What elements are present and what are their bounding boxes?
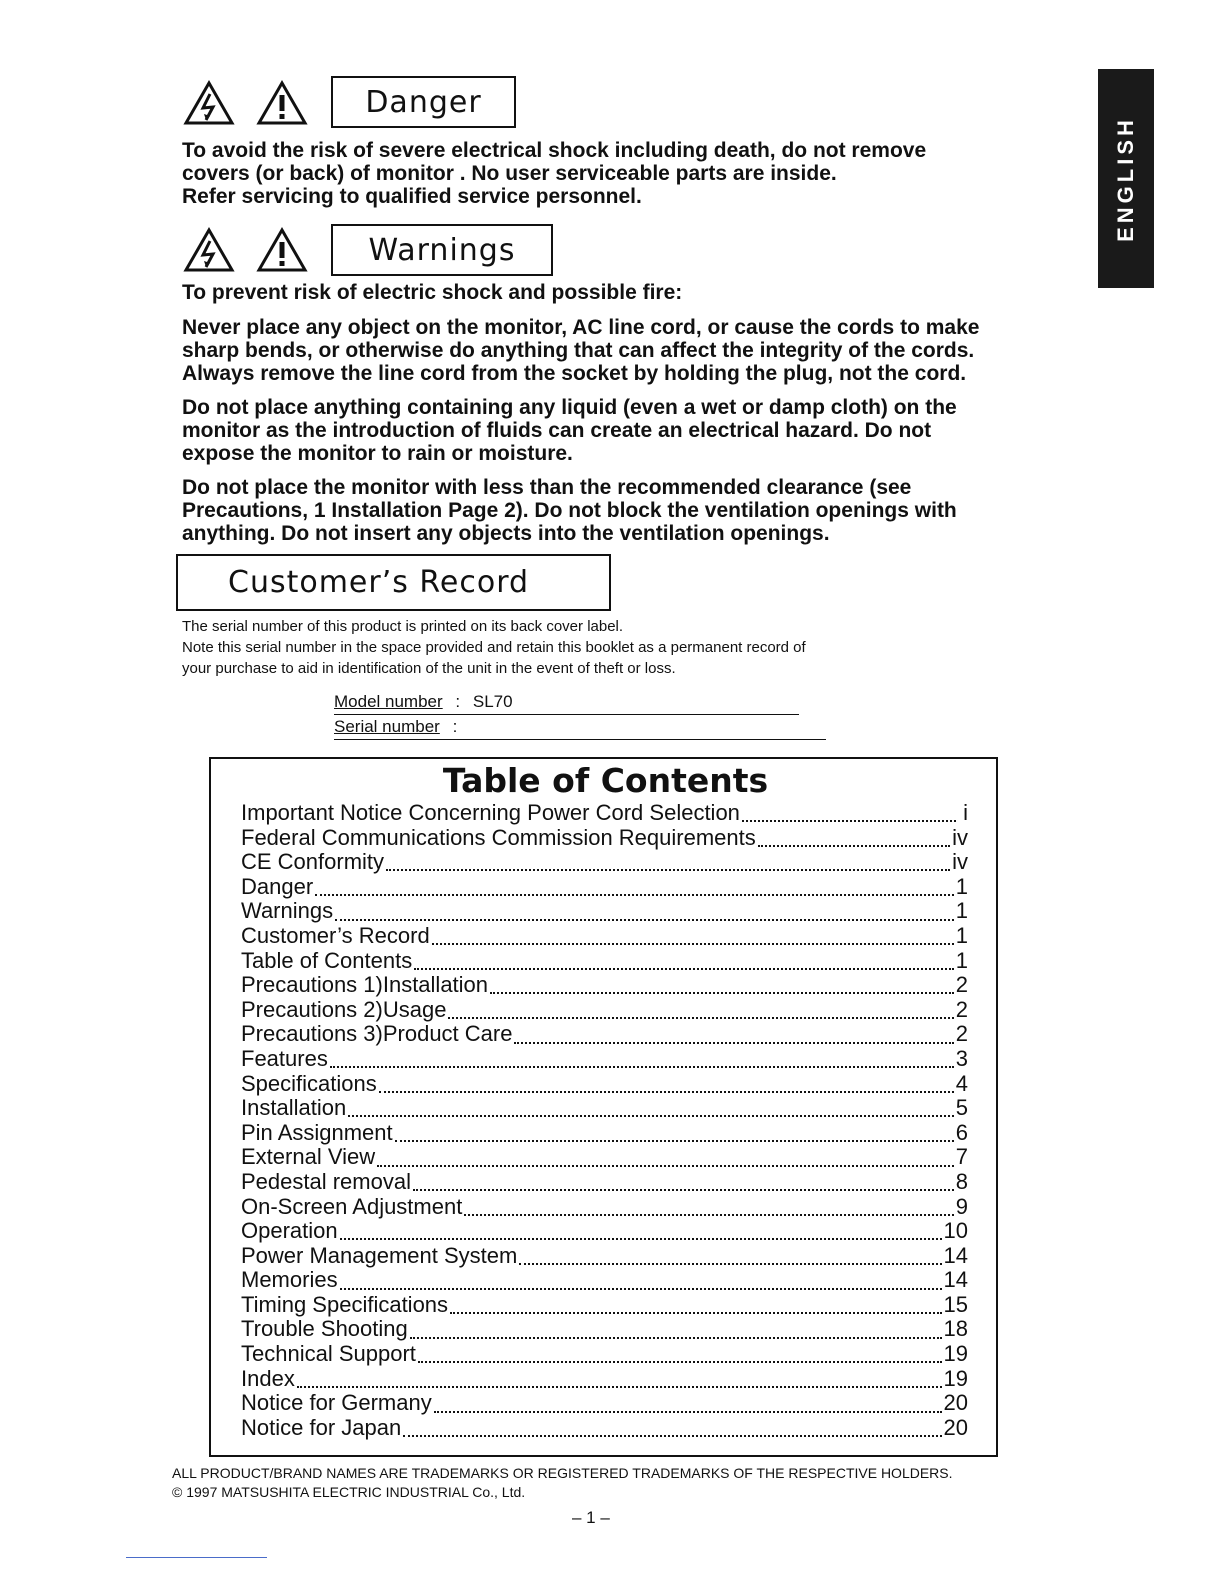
model-number-separator: : (455, 692, 461, 711)
danger-text (182, 139, 1062, 208)
warning-line: monitor as the introduction of fluids can create an electrical hazard. Do not (182, 419, 932, 442)
toc-entry-page: 2 (955, 1021, 968, 1047)
toc-entry[interactable] (241, 1170, 968, 1195)
toc-entry-page: 14 (943, 1242, 968, 1268)
toc-entry-label: External View (241, 1144, 376, 1170)
toc-entry-page: 1 (955, 873, 968, 899)
toc-leader-dots (434, 1411, 942, 1413)
warning-paragraph (182, 316, 1062, 385)
toc-entry-label: Specifications (241, 1070, 377, 1096)
toc-leader-dots (758, 845, 950, 847)
toc-entry-label: On-Screen Adjustment (241, 1193, 463, 1219)
toc-entry-page: 7 (955, 1144, 968, 1170)
toc-entry-page: 3 (955, 1045, 968, 1071)
toc-entry-label: Timing Specifications (241, 1291, 449, 1317)
serial-number-field[interactable] (334, 717, 826, 740)
toc-entry[interactable] (241, 899, 968, 924)
toc-leader-dots (315, 894, 954, 896)
toc-entry-label: Technical Support (241, 1341, 416, 1367)
toc-entry-page: 10 (943, 1218, 968, 1244)
toc-leader-dots (340, 1238, 942, 1240)
toc-entry-page: 4 (955, 1070, 968, 1096)
toc-entry-label: Notice for Germany (241, 1390, 432, 1416)
toc-entry-page: 19 (943, 1365, 968, 1391)
warning-line: expose the monitor to rain or moisture. (182, 442, 573, 465)
toc-entry[interactable] (241, 1391, 968, 1416)
toc-entry-label: Important Notice Concerning Power Cord Selection (241, 800, 740, 825)
toc-entry-page: 2 (955, 972, 968, 998)
toc-entry-page: 8 (955, 1168, 968, 1194)
warning-line: Precautions, 1 Installation Page 2). Do not block the ventilation openings with (182, 499, 957, 522)
serial-number-label: Serial number (334, 717, 440, 736)
table-of-contents (209, 757, 998, 1457)
toc-entry-label: Memories (241, 1267, 338, 1293)
toc-entry-label: Features (241, 1045, 328, 1071)
toc-entry-label: Danger (241, 873, 314, 899)
caution-exclamation-icon (256, 227, 308, 273)
toc-entry-page: 2 (955, 996, 968, 1022)
toc-leader-dots (410, 1337, 942, 1339)
toc-entry[interactable] (241, 1293, 968, 1318)
toc-leader-dots (464, 1214, 953, 1216)
language-tab-label: ENGLISH (1113, 115, 1139, 242)
record-line: your purchase to aid in identification of the unit in the event of theft or loss. (182, 660, 676, 677)
toc-entry[interactable] (241, 1219, 968, 1244)
toc-entry-page: iv (952, 849, 968, 875)
toc-entry-page: 14 (943, 1267, 968, 1293)
toc-entry[interactable] (241, 1096, 968, 1121)
toc-entry-label: Pedestal removal (241, 1168, 411, 1194)
warnings-intro: To prevent risk of electric shock and possible fire: (182, 281, 683, 304)
warnings-title: Warnings (331, 224, 553, 276)
warning-line: Do not place anything containing any liquid (even a wet or damp cloth) on the (182, 396, 957, 419)
toc-entry[interactable] (241, 1022, 968, 1047)
toc-entry-page: iv (952, 824, 968, 850)
toc-entry[interactable] (241, 801, 968, 826)
toc-leader-dots (432, 943, 954, 945)
caution-exclamation-icon (256, 80, 308, 126)
toc-title: Table of Contents (442, 761, 769, 800)
warning-line: Never place any object on the monitor, AC line cord, or cause the cords to make (182, 316, 980, 339)
toc-entry[interactable] (241, 1416, 968, 1441)
toc-entry[interactable] (241, 949, 968, 974)
danger-line: To avoid the risk of severe electrical shock including death, do not remove (182, 139, 927, 162)
warning-line: sharp bends, or otherwise do anything that can affect the integrity of the cords. (182, 339, 975, 362)
toc-entry-label: Trouble Shooting (241, 1316, 408, 1342)
toc-entry[interactable] (241, 1342, 968, 1367)
toc-entry[interactable] (241, 1367, 968, 1392)
electric-shock-warning-icon (183, 227, 235, 273)
toc-leader-dots (340, 1288, 942, 1290)
toc-leader-dots (450, 1312, 941, 1314)
footnote-rule (126, 1557, 267, 1558)
toc-entry[interactable] (241, 1195, 968, 1220)
toc-entry-label: Federal Communications Commission Requirements (241, 824, 756, 850)
toc-leader-dots (395, 1140, 954, 1142)
toc-entry-label: Power Management System (241, 1242, 518, 1268)
toc-entry[interactable] (241, 1244, 968, 1269)
language-tab (1098, 69, 1154, 288)
toc-entry-label: Precautions 2)Usage (241, 996, 447, 1022)
toc-entry-label: Precautions 1)Installation (241, 972, 489, 998)
warning-paragraph (182, 396, 1062, 465)
toc-entry-page: 20 (943, 1414, 968, 1440)
toc-entry-page: 20 (943, 1390, 968, 1416)
warning-line: Do not place the monitor with less than the recommended clearance (see (182, 476, 912, 499)
warning-paragraph (182, 476, 1062, 545)
warning-line: anything. Do not insert any objects into the ventilation openings. (182, 522, 830, 545)
toc-leader-dots (403, 1435, 941, 1437)
toc-entry[interactable] (241, 998, 968, 1023)
toc-entry-page: 5 (955, 1095, 968, 1121)
toc-leader-dots (413, 1189, 954, 1191)
toc-entry[interactable] (241, 1047, 968, 1072)
page-number: – 1 – (572, 1508, 610, 1527)
toc-entry-label: Customer’s Record (241, 922, 430, 948)
toc-leader-dots (414, 968, 954, 970)
toc-entry[interactable] (241, 1072, 968, 1097)
toc-entry-page: 6 (955, 1119, 968, 1145)
copyright-notice: © 1997 MATSUSHITA ELECTRIC INDUSTRIAL Co., Ltd. (172, 1484, 526, 1500)
customer-record-title: Customer’s Record (176, 554, 611, 611)
toc-entry-label: Index (241, 1365, 295, 1391)
toc-leader-dots (297, 1386, 942, 1388)
warning-line: Always remove the line cord from the socket by holding the plug, not the cord. (182, 362, 967, 385)
toc-list (241, 801, 968, 1440)
danger-title: Danger (331, 76, 516, 128)
toc-entry[interactable] (241, 1121, 968, 1146)
toc-entry-page: 19 (943, 1341, 968, 1367)
toc-leader-dots (514, 1042, 953, 1044)
toc-entry-page: 18 (943, 1316, 968, 1342)
toc-leader-dots (490, 992, 954, 994)
toc-leader-dots (519, 1263, 941, 1265)
toc-leader-dots (418, 1361, 942, 1363)
toc-entry[interactable] (241, 1268, 968, 1293)
electric-shock-warning-icon (183, 80, 235, 126)
toc-entry-label: Precautions 3)Product Care (241, 1021, 513, 1047)
customer-record-text (182, 616, 806, 679)
toc-leader-dots (348, 1115, 954, 1117)
toc-entry-label: CE Conformity (241, 849, 385, 875)
danger-line: Refer servicing to qualified service personnel. (182, 185, 642, 208)
record-line: The serial number of this product is printed on its back cover label. (182, 618, 624, 635)
danger-line: covers (or back) of monitor . No user serviceable parts are inside. (182, 162, 837, 185)
toc-leader-dots (386, 869, 950, 871)
toc-entry-page: 1 (955, 947, 968, 973)
toc-entry-label: Pin Assignment (241, 1119, 393, 1145)
toc-leader-dots (448, 1017, 953, 1019)
serial-number-separator: : (452, 717, 458, 736)
toc-leader-dots (335, 919, 954, 921)
toc-entry[interactable] (241, 1317, 968, 1342)
toc-leader-dots (742, 820, 956, 822)
toc-entry[interactable] (241, 973, 968, 998)
model-number-field (334, 692, 799, 715)
toc-entry[interactable] (241, 1145, 968, 1170)
model-number-value: SL70 (472, 692, 513, 711)
toc-entry-page: 1 (955, 898, 968, 924)
toc-entry-label: Installation (241, 1095, 347, 1121)
toc-entry[interactable] (241, 875, 968, 900)
toc-leader-dots (379, 1091, 954, 1093)
toc-entry-label: Notice for Japan (241, 1414, 402, 1440)
toc-leader-dots (330, 1066, 954, 1068)
toc-entry-page: i (963, 800, 968, 825)
trademark-notice: ALL PRODUCT/BRAND NAMES ARE TRADEMARKS OR REGISTERED TRADEMARKS OF THE RESPECTIVE HOLDERS. (172, 1465, 953, 1481)
toc-leader-dots (377, 1165, 954, 1167)
toc-entry-label: Operation (241, 1218, 338, 1244)
toc-entry-label: Table of Contents (241, 947, 413, 973)
toc-entry-page: 1 (955, 922, 968, 948)
toc-entry-page: 9 (955, 1193, 968, 1219)
toc-entry[interactable] (241, 826, 968, 851)
toc-entry-label: Warnings (241, 898, 334, 924)
toc-entry[interactable] (241, 924, 968, 949)
model-number-label: Model number (334, 692, 443, 711)
toc-entry[interactable] (241, 850, 968, 875)
toc-entry-page: 15 (943, 1291, 968, 1317)
record-line: Note this serial number in the space provided and retain this booklet as a permanent record of (182, 639, 806, 656)
